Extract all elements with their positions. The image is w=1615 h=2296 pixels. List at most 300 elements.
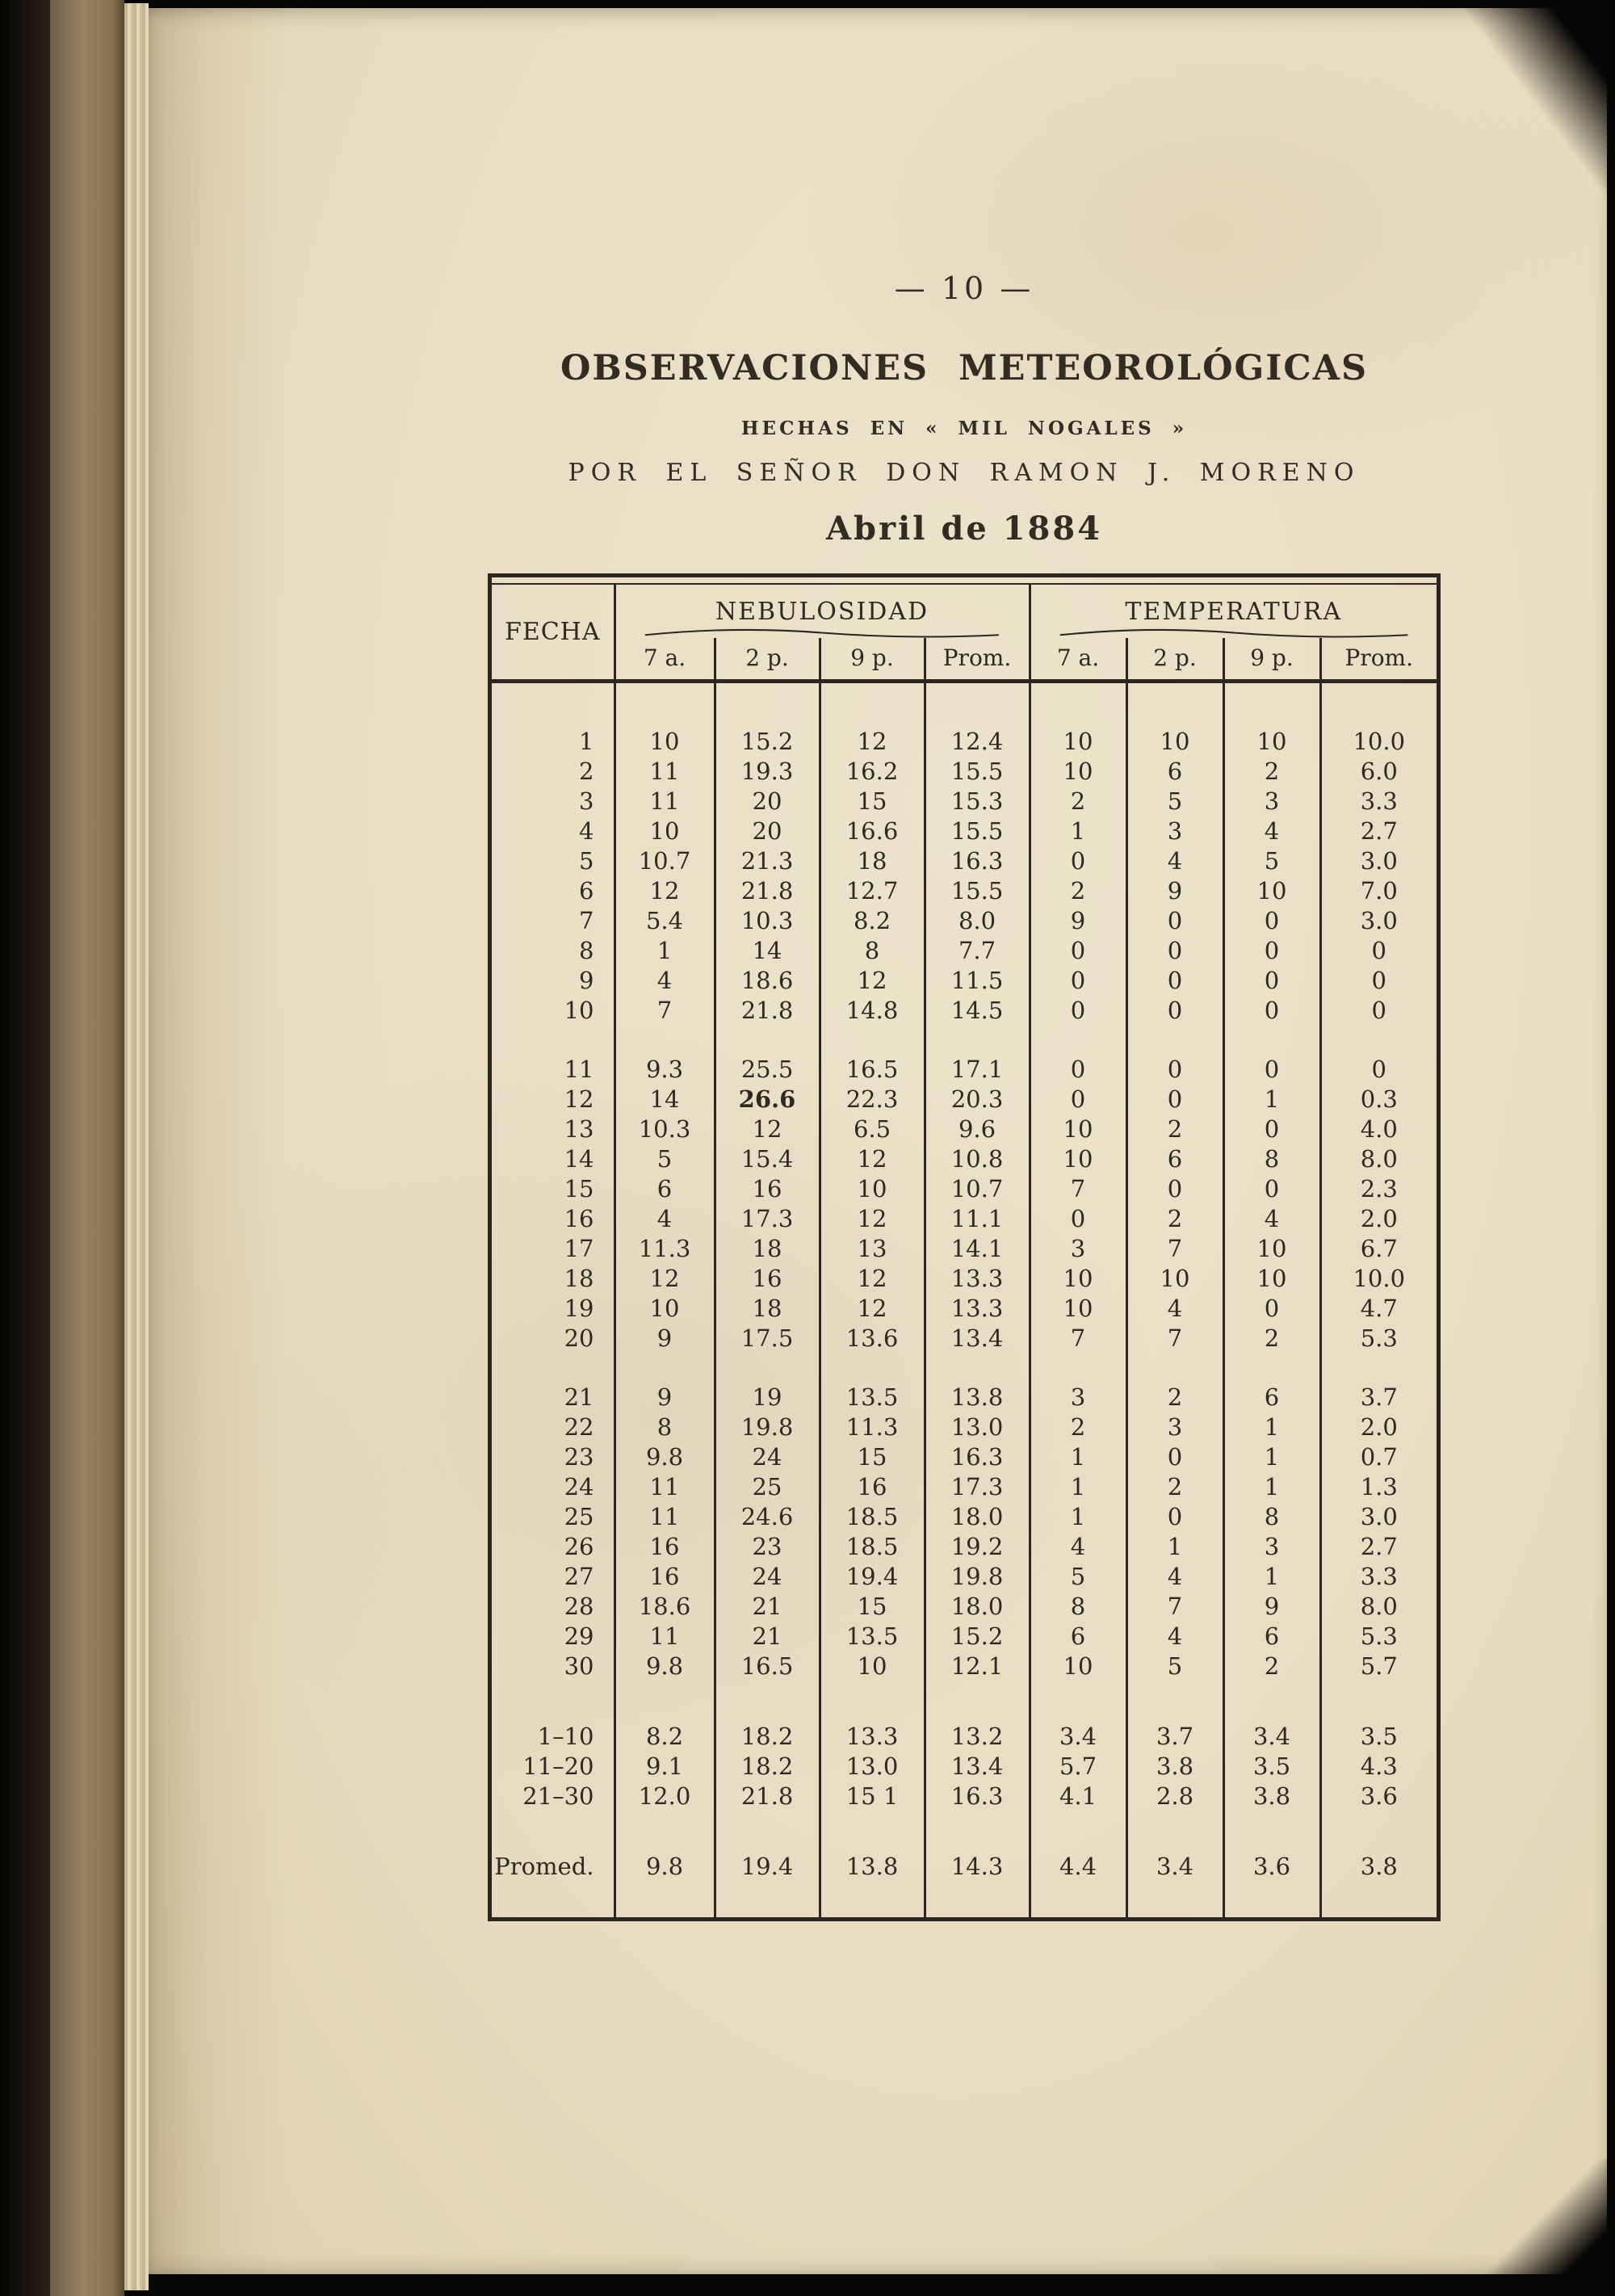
value-cell: 8 (1030, 1592, 1126, 1622)
value-cell: 0 (1223, 1026, 1320, 1085)
fecha-cell: 26 (564, 1533, 594, 1560)
value-cell: 2.7 (1320, 816, 1437, 846)
value-cell: 3.6 (1223, 1811, 1320, 1917)
table-row (492, 787, 1437, 816)
value-cell: 21.8 (715, 1782, 820, 1811)
value-cell: 10 (1030, 682, 1126, 758)
value-cell: 3 (1126, 1412, 1223, 1442)
fecha-cell: 5 (579, 847, 594, 875)
value-cell: 0 (1030, 1204, 1126, 1234)
value-cell: 10 (615, 682, 715, 758)
value-cell: 13.5 (820, 1354, 925, 1412)
value-cell: 12 (820, 1264, 925, 1294)
value-cell: 18 (820, 846, 925, 876)
value-cell: 21.8 (715, 996, 820, 1026)
fecha-cell: 17 (564, 1235, 594, 1262)
table-row (492, 1782, 1437, 1811)
table-row (492, 906, 1437, 936)
table-row (492, 1752, 1437, 1782)
temperatura-group-header (1030, 584, 1437, 638)
value-cell: 0 (1030, 996, 1126, 1026)
value-cell: 10 (1030, 1264, 1126, 1294)
value-cell: 2 (1223, 1324, 1320, 1354)
table-row (492, 1592, 1437, 1622)
value-cell: 9.8 (615, 1811, 715, 1917)
value-cell: 11 (615, 787, 715, 816)
table-row (492, 1622, 1437, 1652)
fecha-cell: 18 (564, 1265, 594, 1292)
value-cell: 5 (615, 1144, 715, 1174)
table-row (492, 1174, 1437, 1204)
value-cell: 10.7 (615, 846, 715, 876)
value-cell: 11.3 (615, 1234, 715, 1264)
value-cell: 14.5 (925, 996, 1030, 1026)
value-cell: 19.8 (715, 1412, 820, 1442)
value-cell: 3.5 (1223, 1752, 1320, 1782)
value-cell: 10 (1126, 682, 1223, 758)
value-cell: 9.6 (925, 1114, 1030, 1144)
value-cell: 5.4 (615, 906, 715, 936)
value-cell: 12 (615, 1264, 715, 1294)
fecha-cell: 20 (564, 1324, 594, 1352)
value-cell: 0 (1126, 1174, 1223, 1204)
value-cell: 8.0 (1320, 1592, 1437, 1622)
value-cell: 12 (820, 1144, 925, 1174)
value-cell: 7 (1126, 1324, 1223, 1354)
value-cell: 10 (1030, 1144, 1126, 1174)
value-cell: 4 (615, 1204, 715, 1234)
value-cell: 10 (1030, 1294, 1126, 1324)
brace-rule-icon (640, 628, 1004, 638)
fecha-cell: 19 (564, 1295, 594, 1322)
value-cell: 17.1 (925, 1026, 1030, 1085)
value-cell: 18.6 (715, 966, 820, 996)
value-cell: 4 (1126, 1294, 1223, 1324)
value-cell: 10 (820, 1652, 925, 1681)
value-cell: 10 (615, 816, 715, 846)
value-cell: 7.0 (1320, 876, 1437, 906)
month-title: Abril de 1884 (825, 510, 1103, 548)
value-cell: 0 (1223, 1294, 1320, 1324)
value-cell: 0 (1126, 996, 1223, 1026)
nebulosidad-label: NEBULOSIDAD (715, 598, 929, 626)
value-cell: 14 (715, 936, 820, 966)
table-row (492, 1354, 1437, 1412)
value-cell: 3 (1126, 816, 1223, 846)
value-cell: 13.3 (925, 1264, 1030, 1294)
value-cell: 16 (820, 1472, 925, 1502)
value-cell: 0 (1030, 1026, 1126, 1085)
value-cell: 26.6 (715, 1085, 820, 1114)
value-cell: 3 (1030, 1354, 1126, 1412)
value-cell: 10.3 (615, 1114, 715, 1144)
value-cell: 10.3 (715, 906, 820, 936)
value-cell: 0 (1126, 936, 1223, 966)
value-cell: 16 (715, 1174, 820, 1204)
value-cell: 16 (615, 1562, 715, 1592)
value-cell: 3.8 (1223, 1782, 1320, 1811)
value-cell: 8 (615, 1412, 715, 1442)
value-cell: 20 (715, 787, 820, 816)
value-cell: 3 (1030, 1234, 1126, 1264)
value-cell: 10 (1223, 682, 1320, 758)
value-cell: 16.5 (715, 1652, 820, 1681)
value-cell: 3.7 (1320, 1354, 1437, 1412)
value-cell: 0 (1030, 846, 1126, 876)
value-cell: 12 (820, 1204, 925, 1234)
subtitle-location: HECHAS EN « MIL NOGALES » (740, 418, 1188, 439)
value-cell: 11.3 (820, 1412, 925, 1442)
value-cell: 15 (820, 1442, 925, 1472)
value-cell: 3.0 (1320, 846, 1437, 876)
value-cell: 7.7 (925, 936, 1030, 966)
value-cell: 15.5 (925, 876, 1030, 906)
temp-2p-header: 2 p. (1126, 638, 1223, 682)
value-cell: 15 (820, 787, 925, 816)
value-cell: 2 (1126, 1472, 1223, 1502)
value-cell: 5 (1126, 787, 1223, 816)
value-cell: 1 (1223, 1562, 1320, 1592)
value-cell: 19.2 (925, 1532, 1030, 1562)
value-cell: 2 (1223, 1652, 1320, 1681)
value-cell: 10 (1223, 1234, 1320, 1264)
value-cell: 4.7 (1320, 1294, 1437, 1324)
value-cell: 13.8 (820, 1811, 925, 1917)
value-cell: 16 (715, 1264, 820, 1294)
value-cell: 15.2 (925, 1622, 1030, 1652)
value-cell: 3.8 (1320, 1811, 1437, 1917)
book-cover-edge (0, 0, 50, 2296)
table-row (492, 1532, 1437, 1562)
fecha-cell: 6 (579, 877, 594, 905)
value-cell: 10 (1030, 757, 1126, 787)
value-cell: 2.3 (1320, 1174, 1437, 1204)
value-cell: 6.5 (820, 1114, 925, 1144)
table-row (492, 1085, 1437, 1114)
value-cell: 8.0 (1320, 1144, 1437, 1174)
table-row (492, 1026, 1437, 1085)
table-row (492, 1412, 1437, 1442)
value-cell: 3.8 (1126, 1752, 1223, 1782)
fecha-cell: 11 (564, 1056, 594, 1083)
value-cell: 16.6 (820, 816, 925, 846)
value-cell: 19.3 (715, 757, 820, 787)
value-cell: 13.0 (820, 1752, 925, 1782)
table-row (492, 757, 1437, 787)
value-cell: 12.0 (615, 1782, 715, 1811)
table-row (492, 1502, 1437, 1532)
value-cell: 0.7 (1320, 1442, 1437, 1472)
fecha-cell: Promed. (494, 1853, 594, 1880)
value-cell: 0 (1126, 1026, 1223, 1085)
table-row (492, 846, 1437, 876)
fecha-cell: 21–30 (522, 1782, 594, 1810)
value-cell: 4 (1126, 1622, 1223, 1652)
value-cell: 4.4 (1030, 1811, 1126, 1917)
table-row (492, 1324, 1437, 1354)
value-cell: 5 (1030, 1562, 1126, 1592)
value-cell: 3.3 (1320, 1562, 1437, 1592)
value-cell: 12 (820, 682, 925, 758)
value-cell: 14.8 (820, 996, 925, 1026)
value-cell: 2 (1223, 757, 1320, 787)
value-cell: 16.3 (925, 1442, 1030, 1472)
value-cell: 21 (715, 1622, 820, 1652)
value-cell: 8 (1223, 1144, 1320, 1174)
value-cell: 5.3 (1320, 1622, 1437, 1652)
value-cell: 12 (820, 1294, 925, 1324)
value-cell: 7 (1126, 1234, 1223, 1264)
value-cell: 12.7 (820, 876, 925, 906)
value-cell: 20.3 (925, 1085, 1030, 1114)
value-cell: 4 (1223, 1204, 1320, 1234)
value-cell: 5.7 (1320, 1652, 1437, 1681)
value-cell: 3.4 (1030, 1681, 1126, 1752)
brace-rule-icon (1055, 628, 1412, 638)
page-stack-edge (124, 3, 149, 2290)
fecha-cell: 9 (579, 967, 594, 994)
value-cell: 13.3 (925, 1294, 1030, 1324)
value-cell: 10 (1223, 876, 1320, 906)
value-cell: 7 (1030, 1324, 1126, 1354)
value-cell: 14.3 (925, 1811, 1030, 1917)
value-cell: 25.5 (715, 1026, 820, 1085)
value-cell: 6 (1126, 1144, 1223, 1174)
fecha-cell: 14 (564, 1145, 594, 1173)
value-cell: 6 (1223, 1354, 1320, 1412)
value-cell: 15.4 (715, 1144, 820, 1174)
value-cell: 19.4 (715, 1811, 820, 1917)
table-row (492, 1144, 1437, 1174)
value-cell: 8 (820, 936, 925, 966)
table-row (492, 1442, 1437, 1472)
value-cell: 12 (715, 1114, 820, 1144)
value-cell: 19.4 (820, 1562, 925, 1592)
fecha-cell: 30 (564, 1652, 594, 1680)
value-cell: 18.2 (715, 1681, 820, 1752)
value-cell: 9.1 (615, 1752, 715, 1782)
fecha-cell: 7 (579, 907, 594, 934)
value-cell: 16 (615, 1532, 715, 1562)
value-cell: 0 (1030, 936, 1126, 966)
value-cell: 3.7 (1126, 1681, 1223, 1752)
value-cell: 0 (1223, 996, 1320, 1026)
table-row (492, 1294, 1437, 1324)
table-body (492, 682, 1437, 1918)
value-cell: 21.8 (715, 876, 820, 906)
value-cell: 13.3 (820, 1681, 925, 1752)
value-cell: 11 (615, 757, 715, 787)
neb-7a-header: 7 a. (615, 638, 715, 682)
fecha-cell: 1 (579, 728, 594, 755)
value-cell: 21.3 (715, 846, 820, 876)
neb-9p-header: 9 p. (820, 638, 925, 682)
value-cell: 0 (1126, 906, 1223, 936)
value-cell: 3.3 (1320, 787, 1437, 816)
value-cell: 0 (1223, 966, 1320, 996)
fecha-cell: 4 (579, 817, 594, 845)
value-cell: 13.5 (820, 1622, 925, 1652)
value-cell: 11 (615, 1472, 715, 1502)
value-cell: 1 (615, 936, 715, 966)
value-cell: 9 (1030, 906, 1126, 936)
value-cell: 9 (1126, 876, 1223, 906)
fecha-cell: 21 (564, 1383, 594, 1411)
value-cell: 4 (1126, 1562, 1223, 1592)
value-cell: 14.1 (925, 1234, 1030, 1264)
value-cell: 10 (615, 1294, 715, 1324)
value-cell: 8.2 (615, 1681, 715, 1752)
value-cell: 3.0 (1320, 906, 1437, 936)
value-cell: 12.1 (925, 1652, 1030, 1681)
value-cell: 1.3 (1320, 1472, 1437, 1502)
value-cell: 0 (1223, 1174, 1320, 1204)
temperatura-label: TEMPERATURA (1125, 598, 1343, 626)
value-cell: 0 (1320, 966, 1437, 996)
value-cell: 4 (1030, 1532, 1126, 1562)
table-row (492, 1681, 1437, 1752)
value-cell: 20 (715, 816, 820, 846)
value-cell: 4.3 (1320, 1752, 1437, 1782)
value-cell: 8 (1223, 1502, 1320, 1532)
table-row (492, 816, 1437, 846)
value-cell: 3.4 (1126, 1811, 1223, 1917)
value-cell: 0 (1223, 1114, 1320, 1144)
fecha-cell: 25 (564, 1503, 594, 1530)
value-cell: 1 (1126, 1532, 1223, 1562)
value-cell: 4.0 (1320, 1114, 1437, 1144)
value-cell: 0 (1126, 1502, 1223, 1532)
value-cell: 15.3 (925, 787, 1030, 816)
value-cell: 5 (1126, 1652, 1223, 1681)
value-cell: 7 (1126, 1592, 1223, 1622)
value-cell: 1 (1030, 1442, 1126, 1472)
value-cell: 6.0 (1320, 757, 1437, 787)
value-cell: 1 (1223, 1472, 1320, 1502)
observations-table (492, 583, 1437, 1917)
value-cell: 3.0 (1320, 1502, 1437, 1532)
page-number: — 10 — (894, 271, 1034, 306)
value-cell: 1 (1030, 816, 1126, 846)
subtitle-author: POR EL SEÑOR DON RAMON J. MORENO (568, 459, 1361, 487)
value-cell: 0 (1223, 906, 1320, 936)
table-row (492, 1811, 1437, 1917)
value-cell: 2.0 (1320, 1204, 1437, 1234)
corner-shadow-top-right (1462, 0, 1615, 202)
value-cell: 0 (1320, 936, 1437, 966)
value-cell: 13.0 (925, 1412, 1030, 1442)
value-cell: 18.2 (715, 1752, 820, 1782)
fecha-cell: 24 (564, 1473, 594, 1501)
value-cell: 6.7 (1320, 1234, 1437, 1264)
value-cell: 0 (1030, 966, 1126, 996)
value-cell: 2 (1030, 876, 1126, 906)
value-cell: 5.3 (1320, 1324, 1437, 1354)
value-cell: 10 (1126, 1264, 1223, 1294)
value-cell: 4 (1223, 816, 1320, 846)
value-cell: 2 (1126, 1114, 1223, 1144)
table-row (492, 1234, 1437, 1264)
value-cell: 17.3 (715, 1204, 820, 1234)
value-cell: 10 (820, 1174, 925, 1204)
fecha-cell: 16 (564, 1205, 594, 1232)
value-cell: 16.3 (925, 846, 1030, 876)
value-cell: 3 (1223, 787, 1320, 816)
value-cell: 11.1 (925, 1204, 1030, 1234)
fecha-cell: 23 (564, 1443, 594, 1471)
temp-prom-header: Prom. (1320, 638, 1437, 682)
value-cell: 10 (1030, 1652, 1126, 1681)
value-cell: 18.6 (615, 1592, 715, 1622)
nebulosidad-group-header (615, 584, 1030, 638)
value-cell: 14 (615, 1085, 715, 1114)
page-content (480, 271, 1449, 1921)
page-title: OBSERVACIONES METEOROLÓGICAS (560, 348, 1369, 388)
value-cell: 0.3 (1320, 1085, 1437, 1114)
observations-table-frame (488, 573, 1441, 1921)
value-cell: 2.7 (1320, 1532, 1437, 1562)
fecha-cell: 22 (564, 1413, 594, 1441)
value-cell: 15 1 (820, 1782, 925, 1811)
value-cell: 0 (1030, 1085, 1126, 1114)
fecha-cell: 15 (564, 1175, 594, 1203)
corner-shadow-bottom-right (1478, 2159, 1615, 2296)
table-row (492, 1562, 1437, 1592)
fecha-cell: 1–10 (537, 1723, 594, 1750)
value-cell: 18.5 (820, 1502, 925, 1532)
value-cell: 15.5 (925, 816, 1030, 846)
value-cell: 0 (1320, 1026, 1437, 1085)
value-cell: 11.5 (925, 966, 1030, 996)
value-cell: 2 (1126, 1204, 1223, 1234)
table-row (492, 936, 1437, 966)
value-cell: 13.4 (925, 1752, 1030, 1782)
value-cell: 9 (1223, 1592, 1320, 1622)
value-cell: 6 (1223, 1622, 1320, 1652)
value-cell: 3.4 (1223, 1681, 1320, 1752)
value-cell: 11 (615, 1502, 715, 1532)
value-cell: 0 (1223, 936, 1320, 966)
value-cell: 18.5 (820, 1532, 925, 1562)
value-cell: 1 (1030, 1472, 1126, 1502)
value-cell: 5 (1223, 846, 1320, 876)
value-cell: 7 (1030, 1174, 1126, 1204)
value-cell: 10.0 (1320, 682, 1437, 758)
value-cell: 12 (615, 876, 715, 906)
value-cell: 18.0 (925, 1502, 1030, 1532)
value-cell: 24.6 (715, 1502, 820, 1532)
value-cell: 9.3 (615, 1026, 715, 1085)
value-cell: 15.5 (925, 757, 1030, 787)
value-cell: 2 (1126, 1354, 1223, 1412)
value-cell: 4 (615, 966, 715, 996)
value-cell: 2.8 (1126, 1782, 1223, 1811)
value-cell: 18 (715, 1234, 820, 1264)
value-cell: 10.7 (925, 1174, 1030, 1204)
value-cell: 25 (715, 1472, 820, 1502)
fecha-cell: 28 (564, 1593, 594, 1620)
table-row (492, 1264, 1437, 1294)
table-row (492, 876, 1437, 906)
fecha-column-header: FECHA (492, 584, 615, 682)
value-cell: 3.6 (1320, 1782, 1437, 1811)
table-subheader-row (492, 638, 1437, 682)
fecha-cell: 12 (564, 1085, 594, 1113)
value-cell: 12 (820, 966, 925, 996)
table-row (492, 1652, 1437, 1681)
value-cell: 1 (1223, 1085, 1320, 1114)
neb-prom-header: Prom. (925, 638, 1030, 682)
